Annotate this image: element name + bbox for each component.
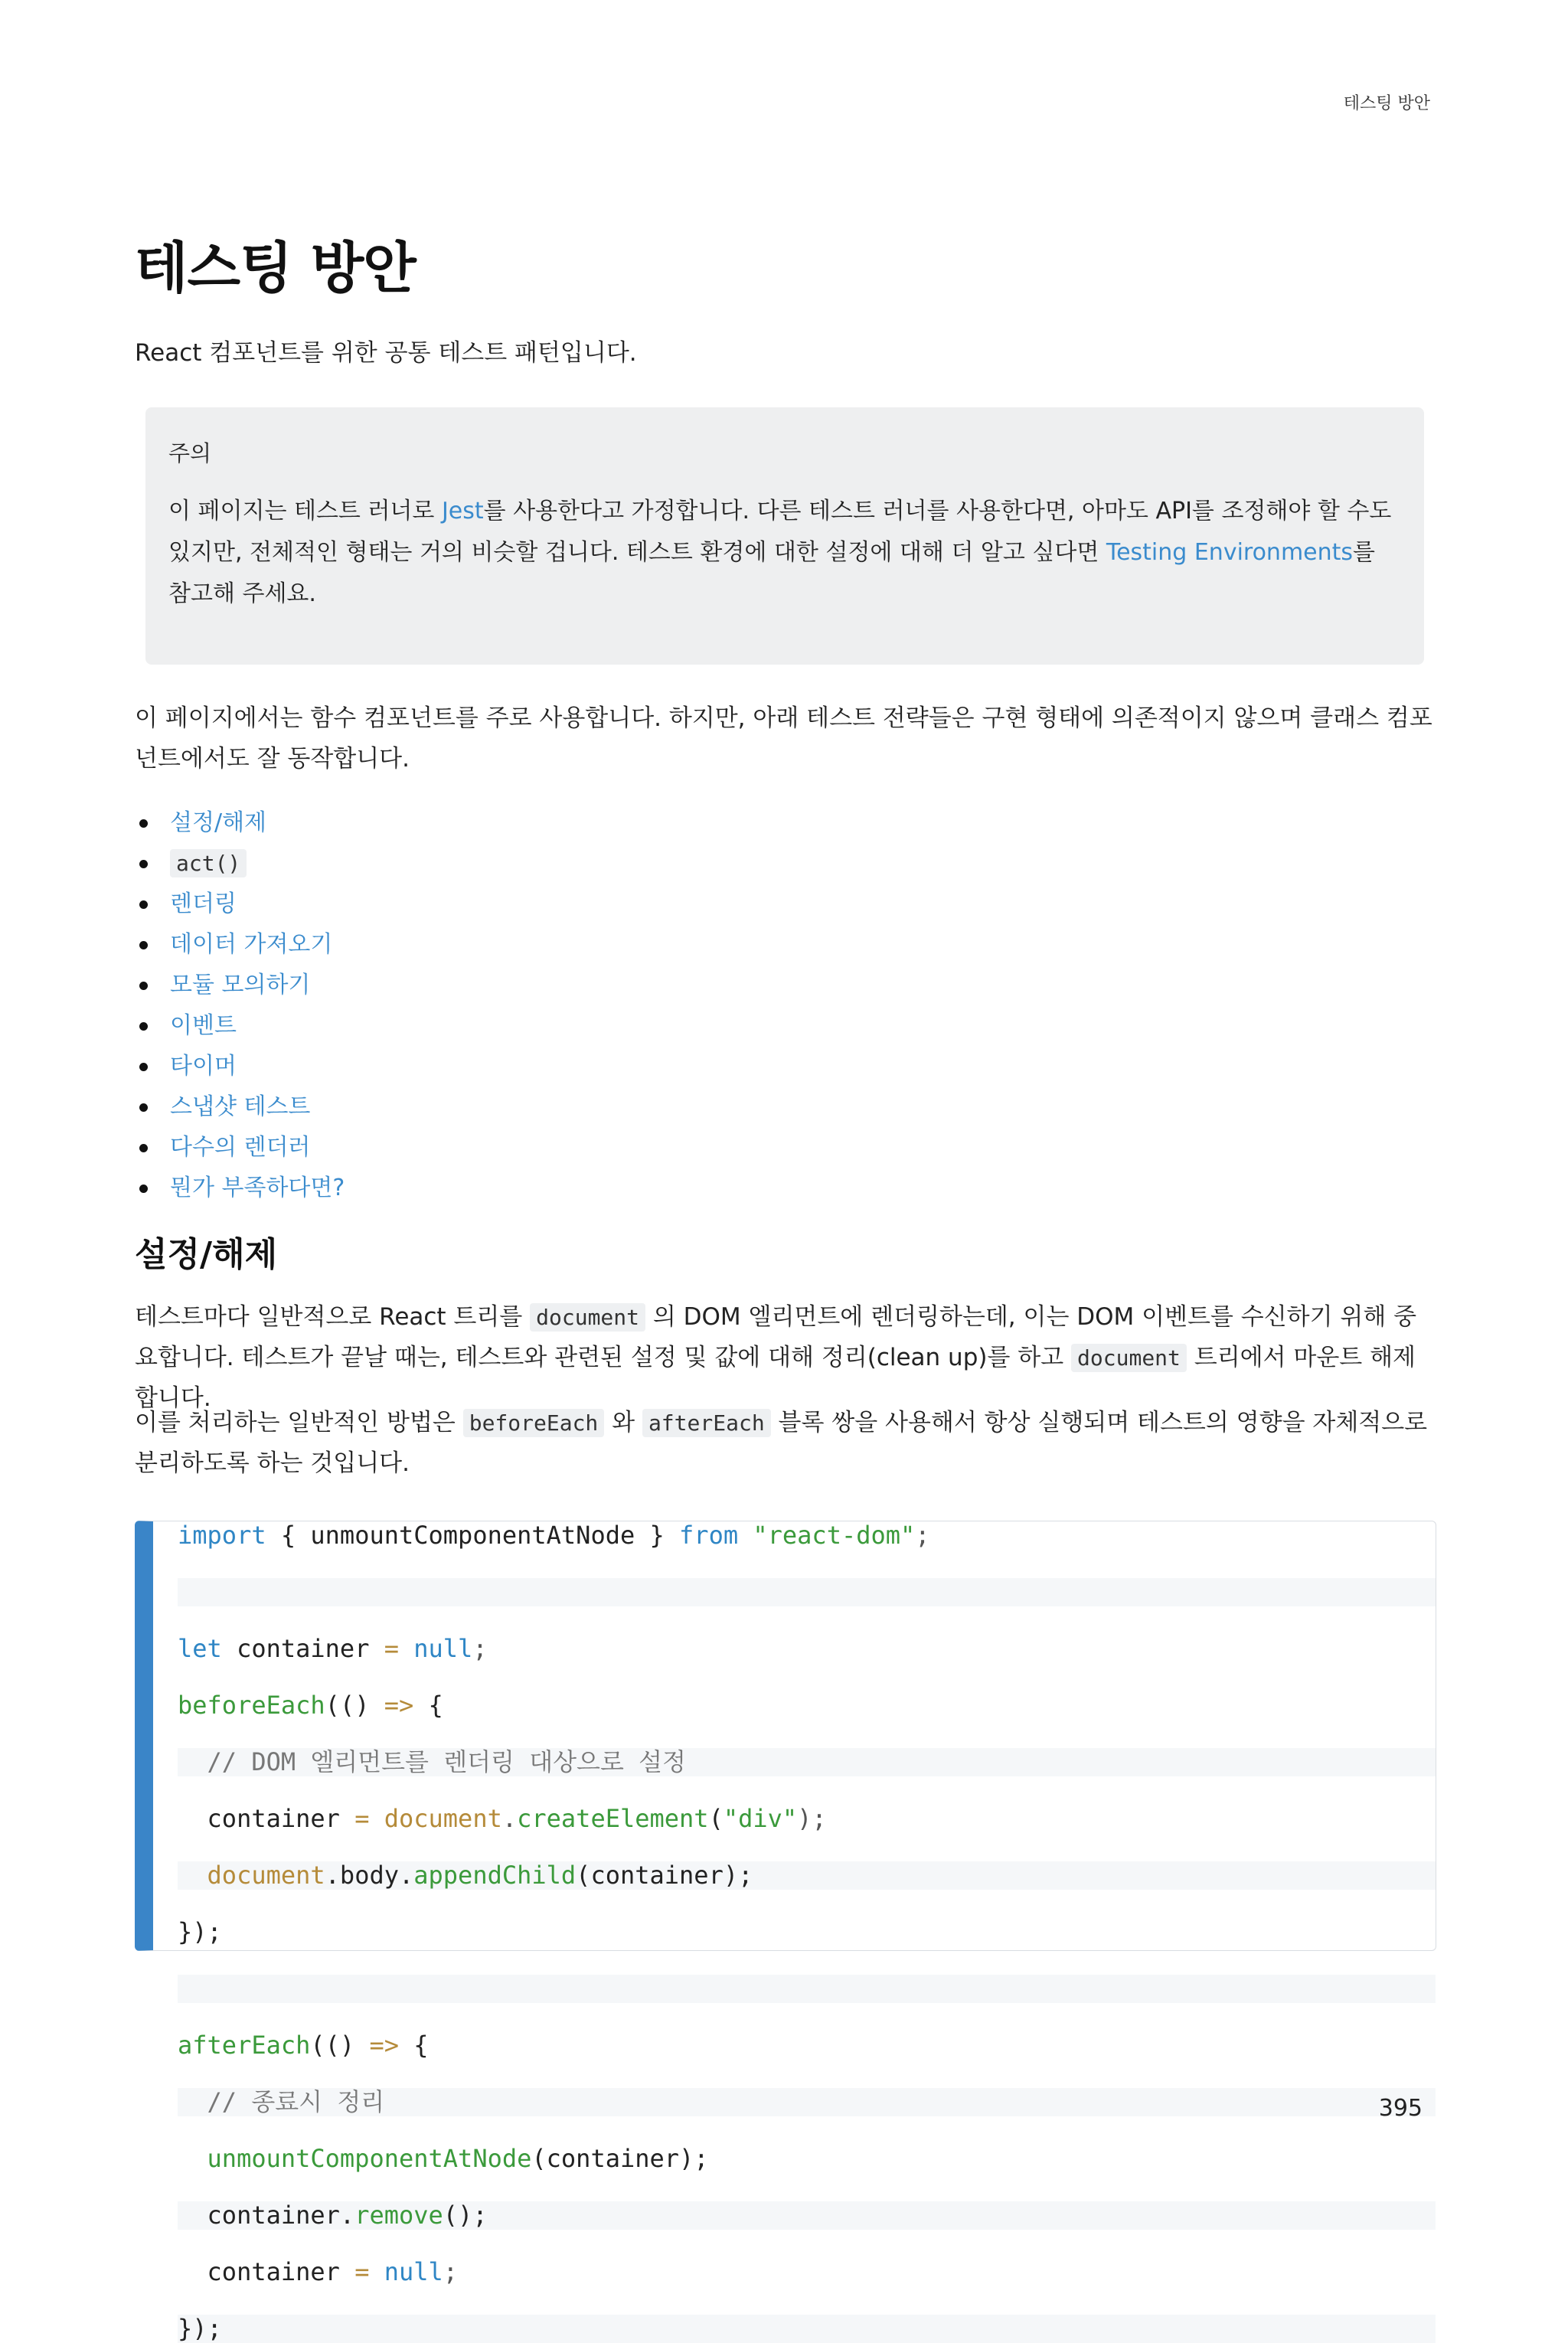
- token: "react-dom": [753, 1521, 916, 1550]
- token: =: [354, 2257, 370, 2286]
- token: .: [501, 1804, 518, 1833]
- note-text-1: 이 페이지는 테스트 러너로: [168, 498, 442, 524]
- code-line: [178, 2258, 1436, 2286]
- bullet-icon: [139, 819, 148, 828]
- cleanup-paragraph: [135, 1403, 1436, 1484]
- text: 트리에서 마운트 해제합니다.: [135, 1344, 1416, 1412]
- token: =: [354, 1804, 370, 1833]
- bullet-icon: [139, 1063, 148, 1071]
- jest-link[interactable]: Jest: [441, 498, 484, 524]
- token: container: [178, 2257, 355, 2286]
- bullet-icon: [139, 1185, 148, 1193]
- page-title: 테스팅 방안: [135, 236, 416, 300]
- token: (container);: [576, 1861, 753, 1890]
- toc-item-events[interactable]: [135, 1005, 345, 1046]
- code-line: [178, 1975, 1436, 2003]
- token: let: [178, 1634, 222, 1663]
- text: 블록 쌍을 사용해서 항상 실행되며 테스트의 영향을 자체적으로 분리하도록 하는 것입니다.: [135, 1409, 1428, 1477]
- token: "div": [723, 1804, 798, 1833]
- token: );: [797, 1804, 827, 1833]
- code-line: [178, 2031, 1436, 2060]
- testing-environments-link[interactable]: Testing Environments: [1106, 539, 1354, 566]
- text: 이를 처리하는 일반적인 방법은: [135, 1409, 463, 1436]
- bullet-icon: [139, 1103, 148, 1112]
- token: [369, 2257, 384, 2286]
- code-line: [178, 2201, 1436, 2230]
- bullet-icon: [139, 1144, 148, 1152]
- page-number: 395: [1378, 2095, 1423, 2122]
- table-of-contents: [135, 802, 345, 1208]
- token: import: [178, 1521, 266, 1550]
- token: [399, 1634, 413, 1663]
- bullet-icon: [139, 900, 148, 909]
- toc-item-mocking-modules[interactable]: [135, 965, 345, 1005]
- token: ((): [310, 2031, 370, 2060]
- token: =>: [384, 1691, 414, 1720]
- note-title: 주의: [168, 440, 212, 466]
- token: null: [384, 2257, 443, 2286]
- token: // DOM 엘리먼트를 렌더링 대상으로 설정: [178, 1747, 686, 1776]
- token: afterEach: [178, 2031, 311, 2060]
- code-line: [178, 1521, 1436, 1550]
- token: ;: [915, 1521, 930, 1550]
- token: null: [413, 1634, 473, 1663]
- bullet-icon: [139, 860, 148, 868]
- token: =>: [369, 2031, 399, 2060]
- code-line: [178, 1861, 1436, 1890]
- code-content: [153, 1521, 1436, 2343]
- text: 와: [604, 1409, 642, 1436]
- token: [178, 1861, 207, 1890]
- toc-link[interactable]: 모듈 모의하기: [170, 972, 311, 998]
- token: });: [178, 2314, 222, 2343]
- note-text-3: 를 참고해 주세요.: [168, 539, 1376, 607]
- toc-link[interactable]: 렌더링: [170, 890, 237, 917]
- code-line: [178, 1635, 1436, 1663]
- intro-text: React 컴포넌트를 위한 공통 테스트 패턴입니다.: [135, 339, 637, 367]
- code-line: [178, 2315, 1436, 2343]
- token: container.: [178, 2201, 355, 2230]
- section-heading: 설정/해제: [135, 1235, 278, 1274]
- toc-link[interactable]: 이벤트: [170, 1012, 237, 1039]
- code-line: [178, 2145, 1436, 2173]
- toc-link[interactable]: 뭔가 부족하다면?: [170, 1175, 345, 1201]
- note-body: [168, 491, 1401, 615]
- code-line: [178, 1578, 1436, 1606]
- toc-item-act[interactable]: [135, 843, 345, 884]
- toc-link[interactable]: 다수의 렌더러: [170, 1134, 311, 1161]
- token: document: [384, 1804, 502, 1833]
- token: });: [178, 1917, 222, 1946]
- token: document: [207, 1861, 325, 1890]
- inline-code: document: [530, 1303, 645, 1332]
- code-line: [178, 1691, 1436, 1720]
- toc-link[interactable]: 설정/해제: [170, 809, 267, 836]
- token: [738, 1521, 753, 1550]
- running-header: 테스팅 방안: [1343, 94, 1430, 113]
- token: [369, 1804, 384, 1833]
- token: ((): [325, 1691, 384, 1720]
- token: // 종료시 정리: [178, 2087, 385, 2116]
- token: .body.: [325, 1861, 414, 1890]
- token: (container);: [531, 2144, 709, 2173]
- token: createElement: [517, 1804, 709, 1833]
- token: [178, 2144, 207, 2173]
- note-box: [145, 407, 1424, 665]
- toc-item-setup-teardown[interactable]: [135, 802, 345, 843]
- toc-item-timers[interactable]: [135, 1046, 345, 1087]
- token: ;: [443, 2257, 459, 2286]
- token: {: [413, 1691, 443, 1720]
- toc-item-something-missing[interactable]: [135, 1168, 345, 1208]
- token: beforeEach: [178, 1691, 325, 1720]
- text: 테스트마다 일반적으로 React 트리를: [135, 1303, 531, 1331]
- toc-link[interactable]: act(): [170, 849, 247, 877]
- token: container: [221, 1634, 384, 1663]
- code-line: [178, 1805, 1436, 1833]
- toc-link[interactable]: 데이터 가져오기: [170, 931, 333, 958]
- token: (: [708, 1804, 724, 1833]
- toc-item-data-fetching[interactable]: [135, 924, 345, 965]
- inline-code: beforeEach: [463, 1409, 605, 1437]
- bullet-icon: [139, 1022, 148, 1031]
- token: =: [384, 1634, 399, 1663]
- overview-paragraph: 이 페이지에서는 함수 컴포넌트를 주로 사용합니다. 하지만, 아래 테스트 전략들은 구현 형태에 의존적이지 않으며 클래스 컴포넌트에서도 잘 동작합니다.: [135, 704, 1432, 773]
- token: container: [178, 1804, 355, 1833]
- text: 의 DOM 엘리먼트에 렌더링하는데, 이는 DOM 이벤트를 수신하기 위해 중요합니다. 테스트가 끝날 때는, 테스트와 관련된 설정 및 값에 대해 정리(clean up)를 하고: [135, 1303, 1417, 1371]
- token: appendChild: [413, 1861, 577, 1890]
- token: from: [679, 1521, 739, 1550]
- toc-item-rendering[interactable]: [135, 884, 345, 924]
- code-line: [178, 2088, 1436, 2116]
- inline-code: document: [1071, 1344, 1187, 1372]
- token: ();: [443, 2201, 488, 2230]
- bullet-icon: [139, 982, 148, 990]
- code-line: [178, 1748, 1436, 1776]
- bullet-icon: [139, 941, 148, 949]
- toc-item-snapshot-testing[interactable]: [135, 1087, 345, 1127]
- inline-code: afterEach: [642, 1409, 771, 1437]
- token: { unmountComponentAtNode }: [266, 1521, 680, 1550]
- token: ;: [472, 1634, 488, 1663]
- setup-paragraph: [135, 1297, 1436, 1419]
- code-line: [178, 1918, 1436, 1946]
- note-text-2: 를 사용한다고 가정합니다. 다른 테스트 러너를 사용한다면, 아마도 API를 조정해야 할 수도 있지만, 전체적인 형태는 거의 비슷할 겁니다. 테스트 환경에 대한 설정에 대해 더 알고 싶다면: [168, 498, 1392, 566]
- toc-link[interactable]: 스냅샷 테스트: [170, 1093, 311, 1120]
- toc-item-multiple-renderers[interactable]: [135, 1127, 345, 1168]
- token: unmountComponentAtNode: [207, 2144, 532, 2173]
- token: remove: [354, 2201, 443, 2230]
- toc-link[interactable]: 타이머: [170, 1053, 237, 1080]
- token: {: [398, 2031, 429, 2060]
